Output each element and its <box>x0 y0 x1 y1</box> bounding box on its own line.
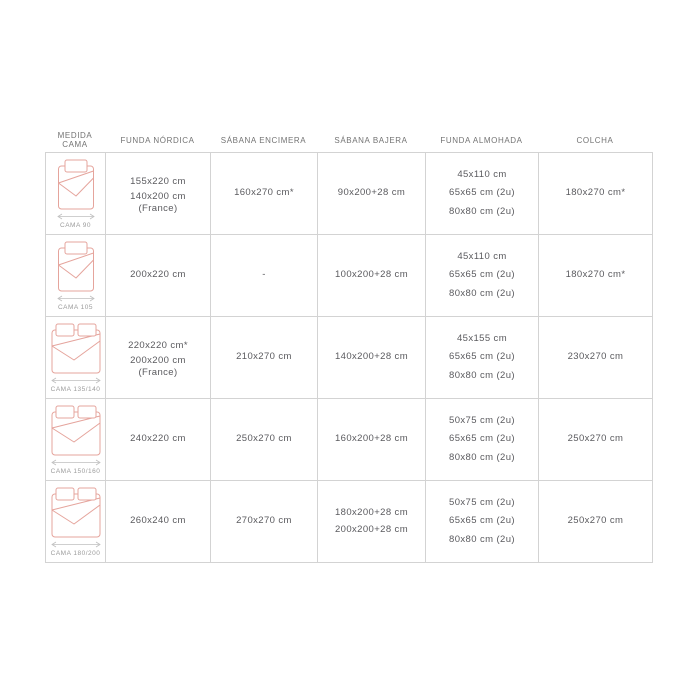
cell-funda-almohada <box>426 235 539 317</box>
size-value: 240x220 cm <box>130 433 186 445</box>
cell-sabana-encimera <box>211 481 318 563</box>
column-header-funda-almohada: FUNDA ALMOHADA <box>440 135 523 145</box>
cell-sabana-bajera <box>318 317 426 399</box>
width-arrow-icon <box>51 377 101 384</box>
size-value: (France) <box>138 366 178 378</box>
column-header-funda-nordica: FUNDA NÓRDICA <box>120 135 195 145</box>
size-value: 200x220 cm <box>130 269 186 281</box>
column-header-sabana-bajera: SÁBANA BAJERA <box>334 135 408 145</box>
size-value: 160x200+28 cm <box>334 433 409 445</box>
table-header-row <box>45 128 653 152</box>
cell-bed-cama-135-140 <box>46 317 106 399</box>
size-value: 250x270 cm <box>567 515 624 527</box>
width-arrow-icon <box>57 295 95 302</box>
size-value: 155x220 cm <box>130 175 186 187</box>
size-value: (France) <box>138 202 178 214</box>
bed-size-label: CAMA 105 <box>57 303 94 311</box>
cell-sabana-encimera <box>211 235 318 317</box>
cell-funda-almohada <box>426 399 539 481</box>
cell-funda-almohada <box>426 153 539 235</box>
bed-size-label: CAMA 90 <box>60 221 91 229</box>
column-header-sabana-encimera: SÁBANA ENCIMERA <box>220 135 307 145</box>
cell-sabana-encimera <box>211 153 318 235</box>
cell-funda-nordica <box>106 235 211 317</box>
width-arrow-icon <box>51 459 101 466</box>
width-arrow-icon <box>51 541 101 548</box>
cell-sabana-encimera <box>211 399 318 481</box>
size-value: 65x65 cm (2u) <box>449 269 515 281</box>
bed-size-label: CAMA 135/140 <box>50 385 101 393</box>
size-value: 160x270 cm* <box>234 187 294 199</box>
size-value: 80x80 cm (2u) <box>449 451 515 463</box>
size-value: 50x75 cm (2u) <box>449 414 515 426</box>
size-value: 180x200+28 cm <box>334 507 409 519</box>
cell-bed-cama-180-200 <box>46 481 106 563</box>
cell-sabana-bajera <box>318 153 426 235</box>
cell-colcha <box>539 317 653 399</box>
cell-bed-cama-90 <box>46 153 106 235</box>
size-value: 80x80 cm (2u) <box>449 287 515 299</box>
size-value: 250x270 cm <box>236 433 292 445</box>
cell-funda-almohada <box>426 481 539 563</box>
size-value: 140x200+28 cm <box>334 351 409 363</box>
cell-colcha <box>539 235 653 317</box>
size-value: 260x240 cm <box>130 515 186 527</box>
bedding-size-table <box>45 128 653 563</box>
cell-sabana-encimera <box>211 317 318 399</box>
cell-colcha <box>539 481 653 563</box>
cell-sabana-bajera <box>318 235 426 317</box>
size-value: 200x200 cm <box>130 355 186 367</box>
size-value: 230x270 cm <box>567 351 624 363</box>
size-value: 210x270 cm <box>236 351 292 363</box>
size-value: 45x110 cm <box>457 250 507 262</box>
cell-bed-cama-150-160 <box>46 399 106 481</box>
cell-colcha <box>539 153 653 235</box>
cell-sabana-bajera <box>318 399 426 481</box>
size-value: 250x270 cm <box>567 433 624 445</box>
size-value: 100x200+28 cm <box>334 269 409 281</box>
cell-funda-almohada <box>426 317 539 399</box>
size-value: - <box>262 269 266 281</box>
size-value: 140x200 cm <box>130 191 186 203</box>
bed-size-label: CAMA 150/160 <box>50 467 101 475</box>
double-bed-icon <box>51 323 101 375</box>
cell-colcha <box>539 399 653 481</box>
width-arrow-icon <box>57 213 95 220</box>
single-bed-icon <box>57 241 95 293</box>
size-value: 80x80 cm (2u) <box>449 369 515 381</box>
size-value: 65x65 cm (2u) <box>449 515 515 527</box>
cell-sabana-bajera <box>318 481 426 563</box>
size-value: 270x270 cm <box>236 515 292 527</box>
double-bed-icon <box>51 405 101 457</box>
size-value: 200x200+28 cm <box>334 523 409 535</box>
column-header-colcha: COLCHA <box>576 135 614 145</box>
column-header-medida-cama: MEDIDA CAMA <box>57 131 93 149</box>
size-value: 80x80 cm (2u) <box>449 533 515 545</box>
bed-size-label: CAMA 180/200 <box>50 549 101 557</box>
size-value: 65x65 cm (2u) <box>449 433 515 445</box>
size-table-grid <box>45 152 653 563</box>
size-value: 45x110 cm <box>457 168 507 180</box>
size-value: 80x80 cm (2u) <box>449 205 515 217</box>
double-bed-icon <box>51 487 101 539</box>
size-value: 65x65 cm (2u) <box>449 351 515 363</box>
cell-funda-nordica <box>106 399 211 481</box>
cell-funda-nordica <box>106 317 211 399</box>
single-bed-icon <box>57 159 95 211</box>
cell-funda-nordica <box>106 481 211 563</box>
cell-bed-cama-105 <box>46 235 106 317</box>
size-value: 90x200+28 cm <box>337 187 406 199</box>
size-value: 45x155 cm <box>456 332 508 344</box>
size-value: 50x75 cm (2u) <box>449 496 515 508</box>
size-value: 65x65 cm (2u) <box>449 187 515 199</box>
size-value: 220x220 cm* <box>128 339 188 351</box>
size-value: 180x270 cm* <box>565 187 626 199</box>
size-value: 180x270 cm* <box>565 269 626 281</box>
cell-funda-nordica <box>106 153 211 235</box>
